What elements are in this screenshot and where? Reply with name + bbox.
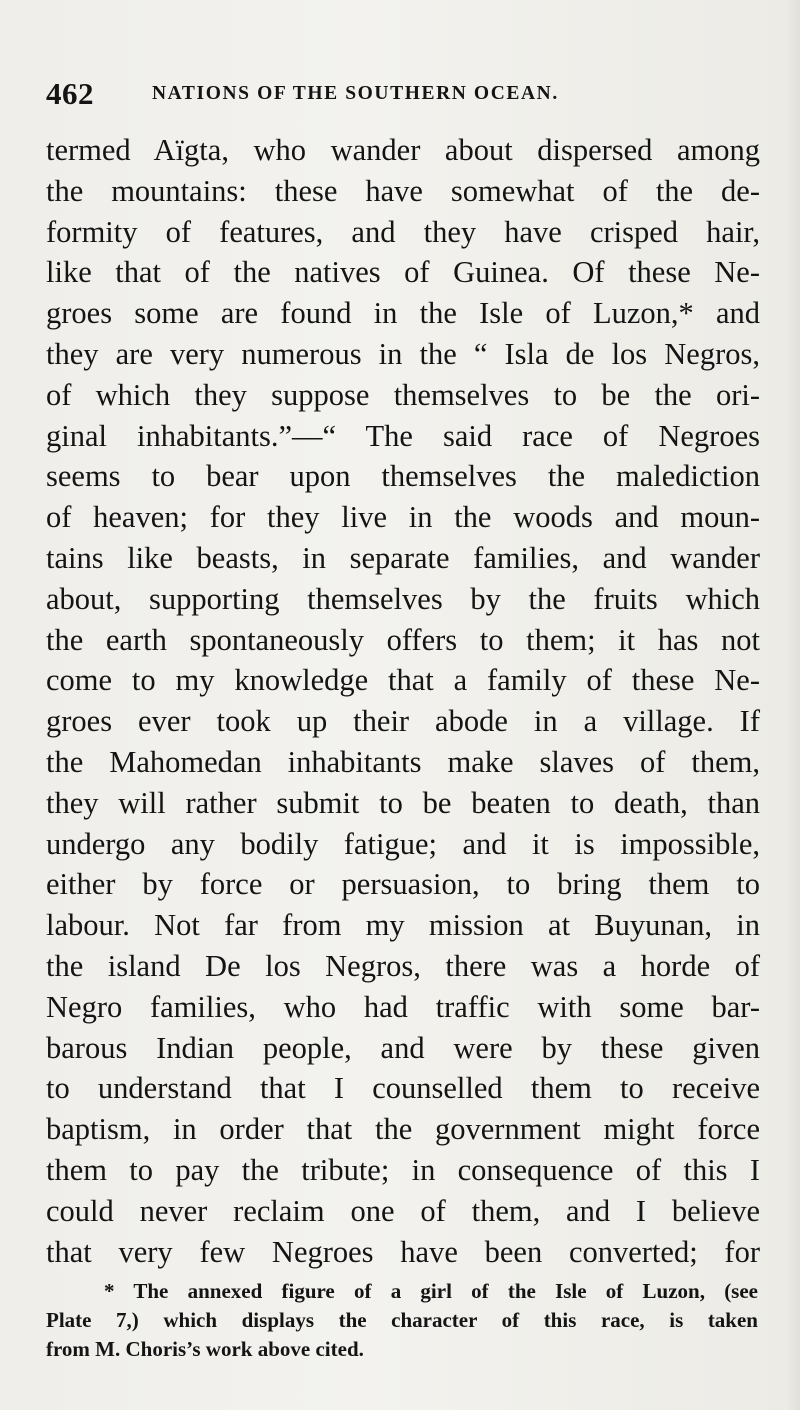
text-line: the mountains: these have somewhat of the de- (46, 173, 760, 208)
text-line: like that of the natives of Guinea. Of these Ne- (46, 255, 760, 290)
page-header (46, 76, 758, 112)
text-line: labour. Not far from my mission at Buyunan, in (46, 908, 760, 943)
text-line: termed Aïgta, who wander about dispersed among (46, 133, 760, 167)
text-line: ginal inhabitants.”—“ The said race of Negroes (46, 418, 760, 453)
text-line: the earth spontaneously offers to them; it has not (46, 622, 760, 657)
text-line: the island De los Negros, there was a horde of (46, 948, 760, 983)
text-line: of heaven; for they live in the woods and moun- (46, 500, 760, 535)
text-line: come to my knowledge that a family of these Ne- (46, 663, 760, 698)
body-text (46, 130, 760, 1272)
running-head: NATIONS OF THE SOUTHERN OCEAN. (152, 83, 559, 104)
footnote-line: from M. Choris’s work above cited. (46, 1337, 364, 1361)
text-line: barous Indian people, and were by these given (46, 1030, 760, 1065)
text-line: the Mahomedan inhabitants make slaves of them, (46, 744, 760, 779)
text-line: groes ever took up their abode in a village. If (46, 704, 760, 739)
text-line: Negro families, who had traffic with some bar- (46, 989, 760, 1024)
text-line: they are very numerous in the “ Isla de los Negros, (46, 336, 760, 371)
text-line: tains like beasts, in separate families, and wander (46, 540, 760, 575)
text-line: seems to bear upon themselves the malediction (46, 459, 760, 494)
text-line: could never reclaim one of them, and I believe (46, 1193, 760, 1228)
text-line: about, supporting themselves by the fruits which (46, 581, 760, 616)
text-line: to understand that I counselled them to receive (46, 1071, 760, 1106)
text-line: of which they suppose themselves to be the ori- (46, 377, 760, 412)
footnote (46, 1277, 758, 1364)
footnote-line: Plate 7,) which displays the character of this race, is taken (46, 1308, 758, 1332)
page-edge-shadow (786, 0, 800, 1410)
page-number: 462 (46, 76, 94, 111)
text-line: they will rather submit to be beaten to death, than (46, 785, 760, 820)
text-line: formity of features, and they have crisped hair, (46, 214, 760, 249)
text-line: that very few Negroes have been converted; for (46, 1234, 760, 1269)
footnote-line: * The annexed figure of a girl of the Isle of Luzon, (see (104, 1279, 758, 1303)
text-line: groes some are found in the Isle of Luzon,* and (46, 296, 760, 331)
text-line: undergo any bodily fatigue; and it is impossible, (46, 826, 760, 861)
text-line: baptism, in order that the government might force (46, 1112, 760, 1147)
text-line: them to pay the tribute; in consequence of this I (46, 1152, 760, 1187)
text-line: either by force or persuasion, to bring them to (46, 867, 760, 902)
